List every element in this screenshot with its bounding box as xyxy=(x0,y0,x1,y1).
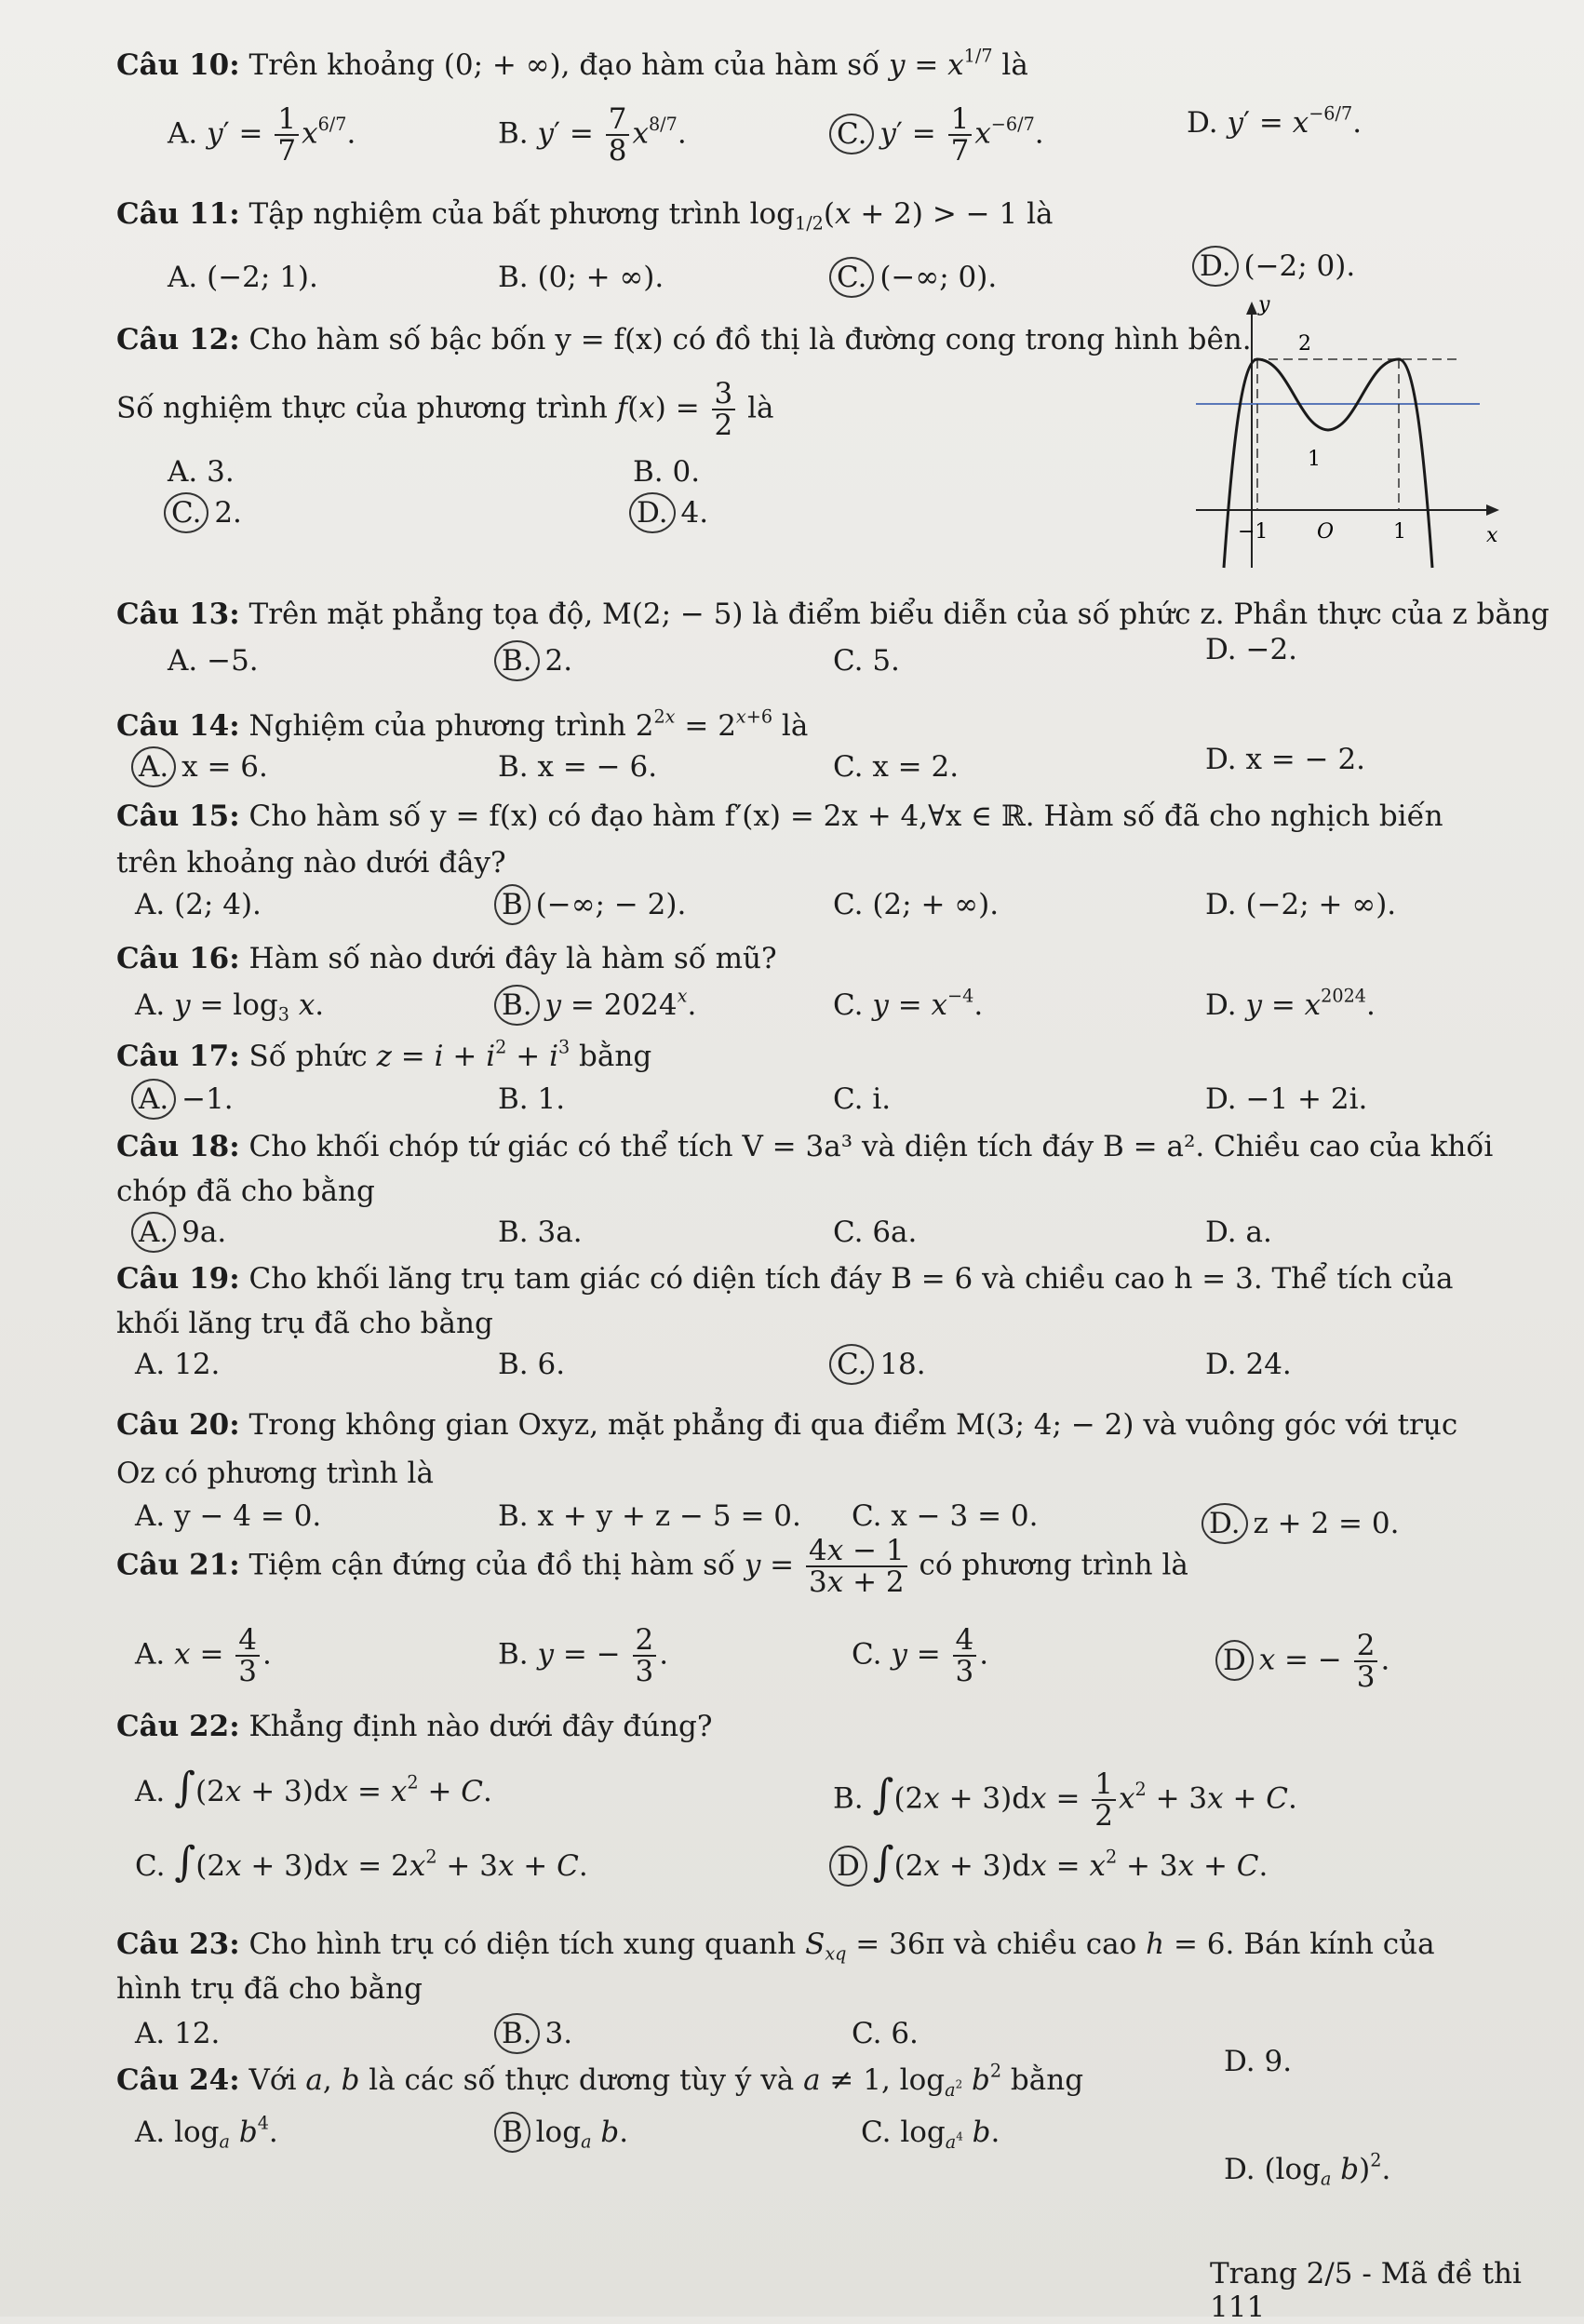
option-c[interactable]: C. 2. xyxy=(168,494,242,531)
options xyxy=(116,985,1376,1035)
options xyxy=(116,1623,1390,1694)
option-d[interactable]: D. −2. xyxy=(1205,633,1298,666)
option-c[interactable]: C. 6. xyxy=(852,2017,919,2050)
option-a[interactable]: A. $\int(2x + 3)dx = x^2 + C$. xyxy=(135,1764,492,1811)
y-label: y xyxy=(1258,298,1270,316)
stem-text: Trên mặt phẳng tọa độ, M(2; − 5) là điểm biểu diễn của số phức z. Phần thực của z bằng xyxy=(248,598,1550,631)
question-stem: Câu 21: Tiệm cận đứng của đồ thị hàm số y = $\frac{4x - 1}{3x + 2}$ có phương trình là xyxy=(116,1534,1188,1599)
option-b[interactable]: B. ∫(2x + 3)dx = $\frac{1}{2}$ $x^2 + 3x + C$. xyxy=(833,1767,1297,1833)
option-d[interactable]: D. $y' = x^{-6/7}$. xyxy=(1187,102,1363,140)
question-stem xyxy=(116,596,1550,633)
x-label: x xyxy=(1486,524,1498,547)
question-23 xyxy=(116,1922,1494,2078)
question-label: Câu 19: xyxy=(116,1262,240,1296)
options xyxy=(116,2112,1391,2190)
question-stem xyxy=(116,940,777,977)
question-10 xyxy=(116,45,1363,168)
options xyxy=(116,2015,1494,2078)
option-a[interactable]: A. (2; 4). xyxy=(135,888,262,921)
option-c[interactable]: C. (2; + ∞). xyxy=(833,888,1000,921)
option-b[interactable]: B. y′ = $\frac{7}{8}$ $x^{8/7}$. xyxy=(498,102,687,168)
option-c[interactable]: C. 18. xyxy=(833,1346,926,1383)
tick-2: 2 xyxy=(1298,332,1311,356)
option-a[interactable]: A. 9a. xyxy=(135,1214,226,1251)
question-label: Câu 17: xyxy=(116,1040,240,1073)
stem-text: Trên khoảng (0; + ∞), đạo hàm của hàm số $y = x^{1/7}$ là xyxy=(248,45,1028,82)
options xyxy=(116,453,1252,494)
question-stem xyxy=(116,321,1252,358)
question-22 xyxy=(116,1708,1297,1909)
question-17 xyxy=(116,1036,1368,1129)
question-stem xyxy=(116,47,1028,84)
tick-x1: 1 xyxy=(1393,520,1406,544)
question-stem xyxy=(116,1256,1494,1346)
option-c[interactable]: C. x − 3 = 0. xyxy=(852,1499,1039,1533)
question-stem-2: Số nghiệm thực của phương trình f(x) = $\frac{3}{2}$ là xyxy=(116,377,774,442)
question-label: Câu 16: xyxy=(116,942,240,975)
question-stem: Câu 17: Số phức $z = i + i^2 + i^3$ bằng xyxy=(116,1036,652,1073)
option-d[interactable]: D. x = − 2. xyxy=(1205,743,1366,776)
question-13 xyxy=(116,596,1550,691)
question-label: Câu 12: xyxy=(116,323,240,356)
options xyxy=(116,102,1363,168)
options xyxy=(116,743,1366,797)
stem-text: Cho hàm số y = f(x) có đạo hàm f′(x) = 2x + 4,∀x ∈ ℝ. Hàm số đã cho nghịch biến trên khoảng nào dưới đây? xyxy=(116,799,1443,880)
option-a[interactable]: A. 12. xyxy=(135,2017,221,2050)
option-a[interactable]: A. x = 6. xyxy=(135,748,268,786)
question-21 xyxy=(116,1534,1390,1694)
option-b[interactable]: B. y = − $\frac{2}{3}$ . xyxy=(498,1623,669,1688)
option-d[interactable]: D. (−2; 0). xyxy=(1196,248,1355,285)
option-b[interactable]: B $\log_a b$. xyxy=(498,2114,628,2151)
option-a[interactable]: A. $y = \log_3 x$. xyxy=(135,988,325,1026)
question-stem: Câu 24: Với a, b là các số thực dương tùy ý và a ≠ 1, $\log_{a^2} b^2$ bằng xyxy=(116,2060,1084,2101)
question-11 xyxy=(116,195,1356,307)
stem-text: Cho hàm số bậc bốn y = f(x) có đồ thị là đường cong trong hình bên. xyxy=(248,323,1252,356)
question-label: Câu 15: xyxy=(116,799,240,833)
tick-1: 1 xyxy=(1308,448,1321,471)
option-b[interactable]: B. 0. xyxy=(633,455,701,489)
question-label: Câu 18: xyxy=(116,1130,240,1163)
option-c[interactable]: C. x = 2. xyxy=(833,750,960,784)
question-15 xyxy=(116,793,1494,934)
options-row-2 xyxy=(116,1838,1269,1909)
option-a[interactable]: A. −5. xyxy=(168,644,259,678)
question-label: Câu 14: xyxy=(116,709,240,743)
option-a[interactable]: A. y′ = $\frac{1}{7}$ $x^{6/7}$. xyxy=(168,102,356,168)
option-d[interactable]: D. z + 2 = 0. xyxy=(1205,1505,1399,1542)
question-14 xyxy=(116,705,1366,797)
options xyxy=(116,1081,1368,1129)
question-label: Câu 20: xyxy=(116,1408,240,1442)
question-label: Câu 23: xyxy=(116,1928,240,1961)
question-12 xyxy=(116,321,1252,535)
stem-text: Cho khối lăng trụ tam giác có diện tích đáy B = 6 và chiều cao h = 3. Thể tích của khối lăng trụ đã cho bằng xyxy=(116,1262,1454,1340)
option-b[interactable]: B. 1. xyxy=(498,1082,566,1116)
y-axis-arrow-icon xyxy=(1246,302,1257,315)
option-b[interactable]: B. 3a. xyxy=(498,1216,583,1249)
option-b[interactable]: B. 3. xyxy=(498,2015,572,2052)
stem-text: Trong không gian Oxyz, mặt phẳng đi qua điểm M(3; 4; − 2) và vuông góc với trục Oz có phương trình là xyxy=(116,1408,1458,1490)
question-label: Câu 10: xyxy=(116,48,240,82)
question-stem xyxy=(116,1401,1494,1498)
question-stem: Câu 14: Nghiệm của phương trình $2^{2x} = 2^{x+6}$ là xyxy=(116,705,809,743)
question-stem: Câu 11: Tập nghiệm của bất phương trình $\log_{1/2}(x + 2)$ > − 1 là xyxy=(116,197,1054,235)
option-b[interactable]: B. 2. xyxy=(498,642,572,679)
option-b[interactable]: B. (0; + ∞). xyxy=(498,261,664,294)
option-c[interactable]: C. i. xyxy=(833,1082,892,1116)
question-stem xyxy=(116,1708,713,1745)
option-a[interactable]: A. y − 4 = 0. xyxy=(135,1499,322,1533)
option-a[interactable]: A. 12. xyxy=(135,1348,221,1381)
stem-text: Hàm số nào dưới đây là hàm số mũ? xyxy=(248,942,777,975)
question-stem: Câu 23: Cho hình trụ có diện tích xung quanh $S_{xq} = 36\pi$ và chiều cao h = 6. Bán kính của hình trụ đã cho bằng xyxy=(116,1928,1435,2006)
option-d[interactable]: D. 4. xyxy=(633,494,708,531)
option-d[interactable]: D $\int(2x + 3)dx = x^2 + 3x + C$. xyxy=(833,1844,1268,1885)
options xyxy=(116,1764,1297,1844)
option-c[interactable]: C. (−∞; 0). xyxy=(833,259,997,296)
options xyxy=(116,1346,1494,1394)
option-d[interactable]: D. −1 + 2i. xyxy=(1205,1082,1368,1116)
option-d[interactable]: D. 9. xyxy=(1224,2045,1293,2078)
question-label: Câu 24: xyxy=(116,2063,240,2097)
options xyxy=(116,633,1550,691)
option-b[interactable]: B (−∞; − 2). xyxy=(498,886,686,923)
page-footer: Trang 2/5 - Mã đề thi 111 xyxy=(1210,2257,1522,2324)
option-c[interactable]: C. 6a. xyxy=(833,1216,918,1249)
options xyxy=(116,886,1494,934)
question-label: Câu 13: xyxy=(116,598,240,631)
option-d[interactable]: D. ($\log_a$ b)$^2$. xyxy=(1224,2149,1391,2190)
option-a[interactable]: A. (−2; 1). xyxy=(168,261,318,294)
option-a[interactable]: A. 3. xyxy=(168,455,235,489)
question-label: Câu 21: xyxy=(116,1548,240,1582)
option-d[interactable]: D. 24. xyxy=(1205,1348,1292,1381)
stem-text: Khẳng định nào dưới đây đúng? xyxy=(248,1710,713,1743)
option-b[interactable]: B. x = − 6. xyxy=(498,750,658,784)
option-c[interactable]: C. y′ = $\frac{1}{7}$ $x^{-6/7}$. xyxy=(833,104,1044,166)
question-20 xyxy=(116,1401,1494,1546)
origin-label: O xyxy=(1317,520,1335,544)
quartic-graph xyxy=(1196,298,1503,577)
option-d[interactable]: D. $y = x^{2024}$. xyxy=(1205,985,1376,1022)
option-b[interactable]: B. x + y + z − 5 = 0. xyxy=(498,1499,801,1533)
question-16 xyxy=(116,940,1376,1035)
options-row-2 xyxy=(116,494,1252,535)
stem-text: Cho khối chóp tứ giác có thể tích V = 3a³ và diện tích đáy B = a². Chiều cao của khối chóp đã cho bằng xyxy=(116,1130,1494,1208)
question-stem xyxy=(116,793,1494,886)
question-19 xyxy=(116,1256,1494,1394)
option-c[interactable]: C. $\log_{a^4} b$. xyxy=(861,2116,1000,2153)
question-18 xyxy=(116,1124,1494,1262)
option-b[interactable]: B. $y = 2024^x$. xyxy=(498,987,696,1024)
option-d[interactable]: D. (−2; + ∞). xyxy=(1205,888,1397,921)
options xyxy=(116,1214,1494,1262)
tick-neg1: −1 xyxy=(1238,520,1269,544)
option-b[interactable]: B. 6. xyxy=(498,1348,566,1381)
question-label: Câu 22: xyxy=(116,1710,240,1743)
x-axis-arrow-icon xyxy=(1486,504,1499,516)
option-d[interactable]: D. a. xyxy=(1205,1216,1272,1249)
option-c[interactable]: C. $\int(2x + 3)dx = 2x^2 + 3x + C$. xyxy=(135,1838,588,1886)
option-a[interactable]: A. x = $\frac{4}{3}$ . xyxy=(135,1623,272,1688)
options xyxy=(116,249,1356,307)
option-c[interactable]: C. 5. xyxy=(833,644,900,678)
question-label: Câu 11: xyxy=(116,197,240,231)
question-stem xyxy=(116,1124,1494,1214)
option-d[interactable]: D x = − $\frac{2}{3}$ . xyxy=(1219,1631,1389,1692)
option-c[interactable]: C. $y = x^{-4}$. xyxy=(833,985,984,1022)
option-a[interactable]: A. $\log_a b^4$. xyxy=(135,2112,278,2153)
option-c[interactable]: C. y = $\frac{4}{3}$ . xyxy=(852,1623,989,1688)
option-a[interactable]: A. −1. xyxy=(135,1081,234,1118)
